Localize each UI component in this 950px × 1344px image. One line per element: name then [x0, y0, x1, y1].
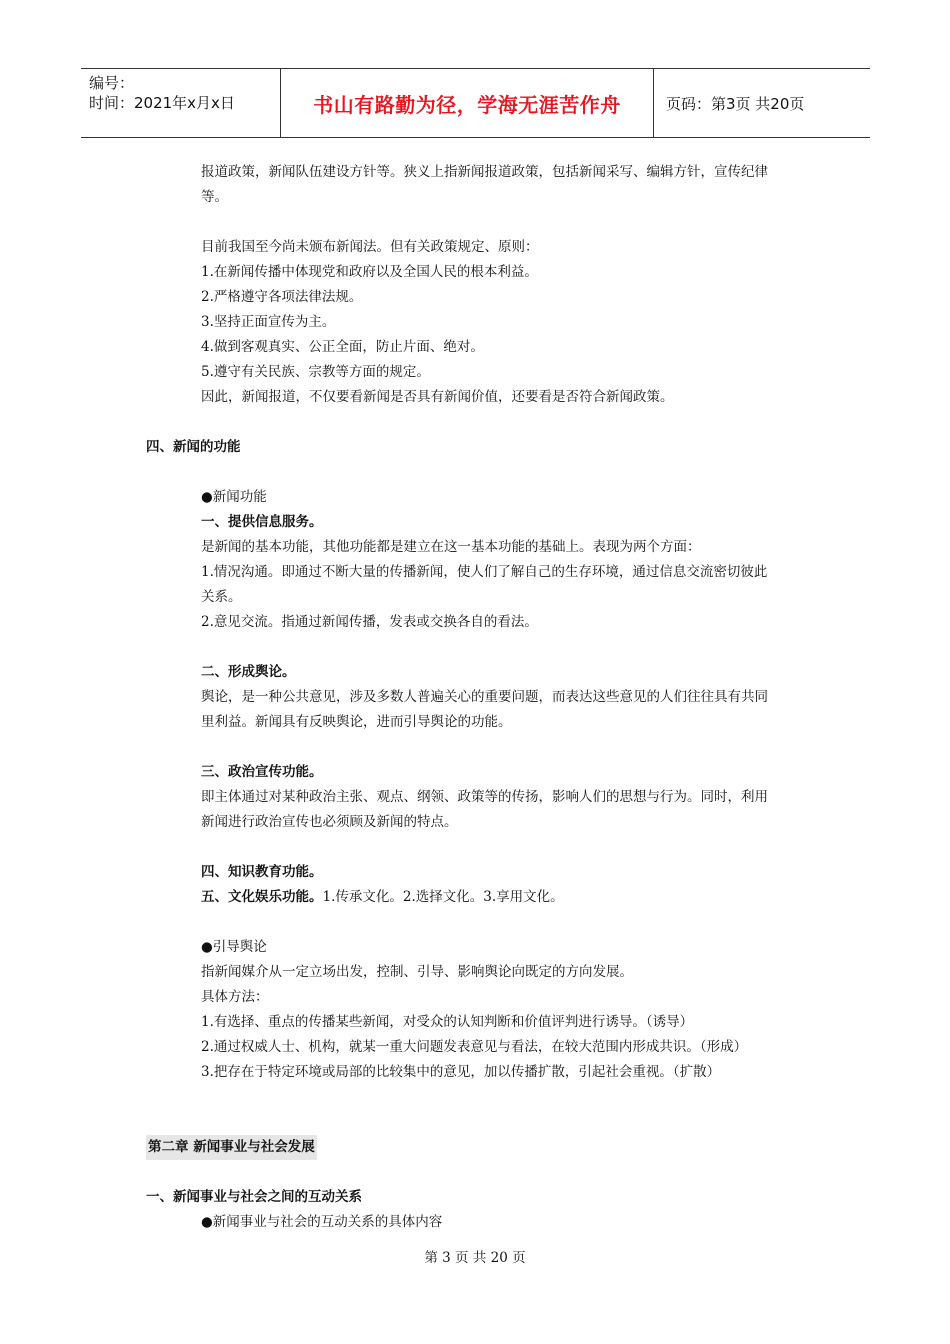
- paragraph: 里利益。新闻具有反映舆论，进而引导舆论的功能。: [201, 714, 512, 730]
- list-item: 关系。: [201, 589, 242, 605]
- chapter-title: 第二章 新闻事业与社会发展: [146, 1135, 317, 1160]
- list-item: 1.有选择、重点的传播某些新闻，对受众的认知判断和价值评判进行诱导。（诱导）: [201, 1014, 694, 1030]
- time-label: 时间：2021年x月x日: [89, 94, 235, 112]
- paragraph: 具体方法：: [201, 989, 269, 1005]
- paragraph: 是新闻的基本功能，其他功能都是建立在这一基本功能的基础上。表现为两个方面：: [201, 539, 701, 555]
- list-item: 3.坚持正面宣传为主。: [201, 314, 336, 330]
- list-item: 1.在新闻传播中体现党和政府以及全国人民的根本利益。: [201, 264, 538, 280]
- function-heading: 三、政治宣传功能。: [201, 764, 323, 780]
- header-info-cell: [81, 69, 281, 137]
- header-page-label: 页码：第3页 共20页: [666, 94, 805, 113]
- document-body: [146, 160, 816, 1235]
- paragraph: 指新闻媒介从一定立场出发，控制、引导、影响舆论向既定的方向发展。: [201, 964, 633, 980]
- list-item: 1.情况沟通。即通过不断大量的传播新闻，使人们了解自己的生存环境，通过信息交流密切彼此: [201, 564, 768, 580]
- paragraph: 目前我国至今尚未颁布新闻法。但有关政策规定、原则：: [201, 239, 539, 255]
- list-item: 5.遵守有关民族、宗教等方面的规定。: [201, 364, 430, 380]
- section-heading: 一、新闻事业与社会之间的互动关系: [146, 1189, 362, 1205]
- paragraph: 新闻进行政治宣传也必须顾及新闻的特点。: [201, 814, 458, 830]
- paragraph: 舆论，是一种公共意见，涉及多数人普遍关心的重要问题，而表达这些意见的人们往往具有共同: [201, 689, 768, 705]
- list-item: 4.做到客观真实、公正全面，防止片面、绝对。: [201, 339, 484, 355]
- header-motto: 书山有路勤为径，学海无涯苦作舟: [281, 69, 654, 137]
- function-heading: 五、文化娱乐功能。: [201, 889, 323, 905]
- function-line: [146, 885, 816, 910]
- section-heading: 四、新闻的功能: [146, 439, 241, 455]
- page-header: [81, 68, 870, 138]
- bullet-heading: ●新闻事业与社会的互动关系的具体内容: [201, 1214, 443, 1230]
- number-label: 编号：: [89, 74, 135, 92]
- chapter-heading: [146, 1135, 816, 1160]
- function-heading: 四、知识教育功能。: [201, 864, 323, 880]
- paragraph: 因此，新闻报道，不仅要看新闻是否具有新闻价值，还要看是否符合新闻政策。: [201, 389, 674, 405]
- function-heading: 一、提供信息服务。: [201, 514, 323, 530]
- bullet-heading: ●引导舆论: [201, 939, 267, 955]
- function-heading: 二、形成舆论。: [201, 664, 296, 680]
- bullet-heading: ●新闻功能: [201, 489, 267, 505]
- list-item: 3.把存在于特定环境或局部的比较集中的意见，加以传播扩散，引起社会重视。（扩散）: [201, 1064, 721, 1080]
- paragraph: 即主体通过对某种政治主张、观点、纲领、政策等的传扬，影响人们的思想与行为。同时，利用: [201, 789, 768, 805]
- function-detail: 1.传承文化。2.选择文化。3.享用文化。: [322, 889, 564, 905]
- list-item: 2.严格遵守各项法律法规。: [201, 289, 363, 305]
- page-footer: 第 3 页 共 20 页: [424, 1250, 526, 1266]
- paragraph: 报道政策，新闻队伍建设方针等。狭义上指新闻报道政策，包括新闻采写、编辑方针，宣传纪律: [201, 164, 768, 180]
- list-item: 2.意见交流。指通过新闻传播，发表或交换各自的看法。: [201, 614, 538, 630]
- paragraph: 等。: [201, 189, 228, 205]
- list-item: 2.通过权威人士、机构，就某一重大问题发表意见与看法，在较大范围内形成共识。（形成）: [201, 1039, 748, 1055]
